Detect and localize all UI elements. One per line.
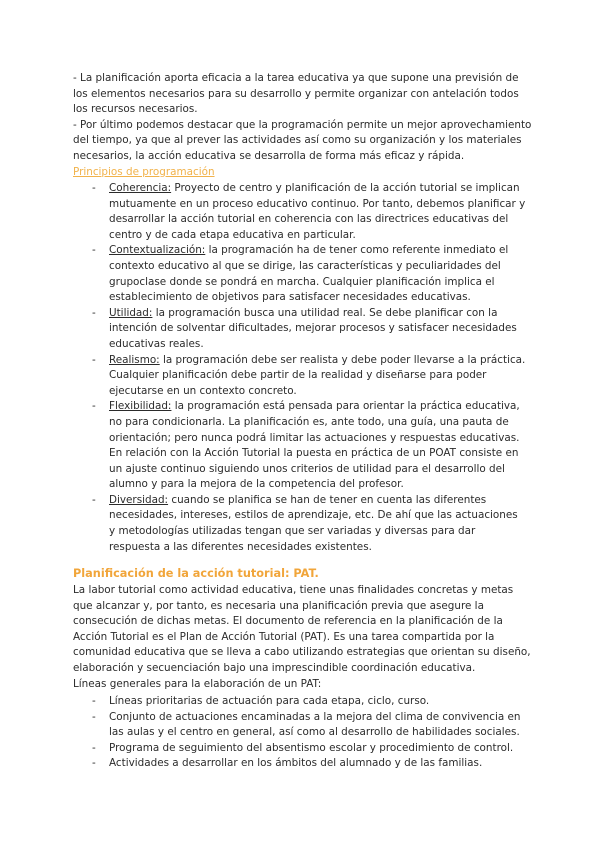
principle-text: Proyecto de centro y planificación de la acción tutorial se implican mutuamente en un proceso educativo continuo. Por tanto, debemos planificar y desarrollar la acción tutorial en coherencia con las directrices educativas del centro y de cada etapa educativa en particular. — [109, 182, 526, 241]
list-item — [92, 694, 527, 710]
principles-heading: Principios de programación — [73, 166, 215, 178]
list-dash: - — [92, 400, 96, 413]
list-dash: - — [92, 353, 96, 366]
principle-text: cuando se planifica se han de tener en cuenta las diferentes necesidades, intereses, estilos de aprendizaje, etc. De ahí que las actuaciones y metodologías utilizadas tengan que ser variadas y diversas para dar respuesta a las diferentes necesidades existentes. — [109, 493, 518, 553]
intro-item-planning-efficacy: - La planificación aporta eficacia a la tarea educativa ya que supone una previsión de los elementos necesarios para su desarrollo y permite organizar con antelación todos los recursos necesarios. — [73, 72, 519, 116]
guideline-text: Programa de seguimiento del absentismo escolar y procedimiento de control. — [109, 741, 514, 754]
list-item — [92, 399, 527, 493]
principle-term: Coherencia: — [109, 182, 172, 194]
principles-list — [92, 181, 527, 555]
list-item — [92, 181, 527, 243]
intro-section — [73, 71, 533, 165]
guidelines-intro: Líneas generales para la elaboración de un PAT: — [73, 677, 322, 690]
list-dash: - — [92, 741, 96, 754]
list-item — [92, 741, 527, 757]
list-item — [92, 243, 527, 305]
list-dash: - — [92, 306, 96, 319]
principle-text: la programación ha de tener como referente inmediato el contexto educativo al que se dirige, las características y peculiaridades del grupoclase donde se pondrá en marcha. Cualquier planificación implica el establecimiento de objetivos para satisfacer necesidades educativas. — [109, 244, 509, 304]
pat-heading: Planificación de la acción tutorial: PAT. — [73, 567, 319, 580]
list-item — [92, 756, 527, 772]
principle-term: Realismo: — [109, 353, 160, 366]
guidelines-list — [92, 694, 527, 772]
intro-item-time-use: - Por último podemos destacar que la programación permite un mejor aprovechamiento del tiempo, ya que al prever las actividades así como su organización y los materiales necesarios, la acción educativa se desarrolla de forma más eficaz y rápida. — [73, 118, 532, 162]
list-item — [92, 710, 527, 741]
list-dash: - — [92, 695, 96, 707]
list-item — [92, 306, 527, 353]
principle-text: la programación busca una utilidad real. Se debe planificar con la intención de solventar dificultades, mejorar procesos y satisfacer necesidades educativas reales. — [109, 306, 517, 350]
list-dash: - — [92, 757, 96, 770]
guideline-text: Actividades a desarrollar en los ámbitos del alumnado y de las familias. — [109, 757, 483, 770]
list-item — [92, 353, 527, 400]
principle-term: Diversidad: — [109, 493, 169, 506]
pat-paragraph: La labor tutorial como actividad educativa, tiene unas finalidades concretas y metas que alcanzar y, por tanto, es necesaria una planificación previa que asegure la consecución de dichas metas. El documento de referencia en la planificación de la Acción Tutorial es el Plan de Acción Tutorial (PAT). Es una tarea compartida por la comunidad educativa que se lleva a cabo utilizando estrategias que orientan su diseño, elaboración y secuenciación bajo una imprescindible coordinación educativa. — [73, 584, 531, 674]
list-item — [92, 493, 527, 555]
principle-term: Utilidad: — [109, 306, 153, 319]
pat-body — [73, 583, 531, 692]
principle-term: Flexibilidad: — [109, 400, 172, 413]
list-dash: - — [92, 182, 96, 194]
principle-text: la programación está pensada para orientar la práctica educativa, no para condicionarla. La planificación es, ante todo, una guía, una pauta de orientación; pero nunca podrá limitar las actuaciones y respuestas educativas. En relación con la Acción Tutorial la puesta en práctica de un POAT consiste en un ajuste continuo siguiendo unos criterios de utilidad para el desarrollo del alumno y para la mejora de la competencia del profesor. — [109, 400, 520, 491]
principle-text: la programación debe ser realista y debe poder llevarse a la práctica. Cualquier planificación debe partir de la realidad y diseñarse para poder ejecutarse en un contexto concreto. — [109, 353, 526, 397]
list-dash: - — [92, 493, 96, 506]
guideline-text: Líneas prioritarias de actuación para cada etapa, ciclo, curso. — [109, 695, 430, 707]
principle-term: Contextualización: — [109, 244, 206, 257]
list-dash: - — [92, 244, 96, 257]
list-dash: - — [92, 710, 96, 723]
guideline-text: Conjunto de actuaciones encaminadas a la mejora del clima de convivencia en las aulas y el centro en general, así como al desarrollo de habilidades sociales. — [109, 710, 521, 739]
